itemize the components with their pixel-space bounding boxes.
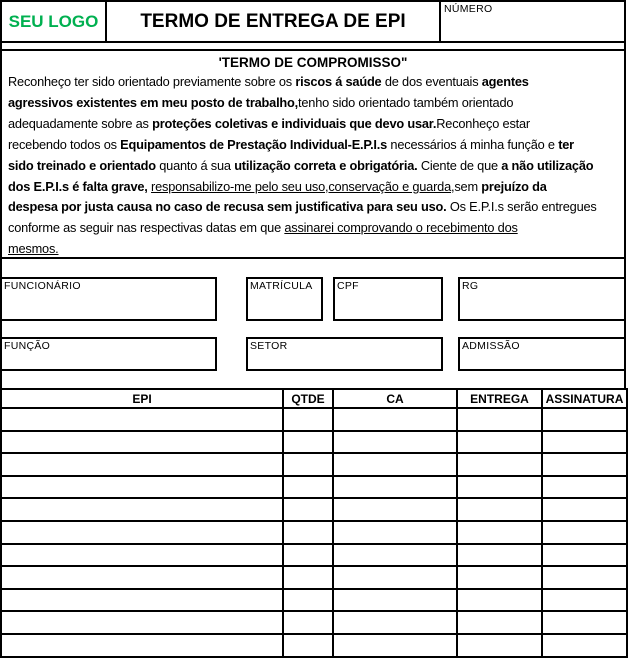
epi-table-cell[interactable]	[333, 544, 457, 567]
compromisso-paragraph	[8, 72, 618, 259]
epi-table-cell[interactable]	[542, 611, 627, 634]
epi-table-cell[interactable]	[283, 498, 333, 521]
epi-table-cell[interactable]	[283, 589, 333, 612]
form-header	[0, 0, 626, 43]
epi-table-cell[interactable]	[542, 544, 627, 567]
assinatura-column-header: ASSINATURA	[542, 389, 627, 408]
epi-table-row	[1, 634, 627, 657]
epi-table-cell[interactable]	[1, 476, 283, 499]
epi-table-cell[interactable]	[333, 611, 457, 634]
setor-label: SETOR	[250, 340, 288, 352]
company-logo-placeholder: SEU LOGO	[8, 11, 99, 31]
epi-table-cell[interactable]	[542, 476, 627, 499]
compromisso-line: sido treinado e orientado quanto á sua utilização correta e obrigatória. Ciente de que a não utilização	[8, 157, 594, 173]
funcionario-label: FUNCIONÁRIO	[4, 280, 81, 292]
epi-table-cell[interactable]	[457, 408, 542, 431]
cpf-field[interactable]	[333, 277, 443, 321]
epi-table-cell[interactable]	[457, 589, 542, 612]
admissao-label: ADMISSÃO	[462, 340, 520, 352]
entrega-column-header: ENTREGA	[457, 389, 542, 408]
epi-table-cell[interactable]	[542, 566, 627, 589]
epi-table-cell[interactable]	[542, 408, 627, 431]
epi-table-cell[interactable]	[283, 634, 333, 657]
compromisso-line: mesmos.	[8, 241, 59, 257]
epi-table-cell[interactable]	[1, 408, 283, 431]
epi-table-cell[interactable]	[333, 634, 457, 657]
epi-table-row	[1, 521, 627, 544]
epi-table-row	[1, 498, 627, 521]
epi-table-row	[1, 476, 627, 499]
epi-table-cell[interactable]	[457, 431, 542, 454]
epi-table-cell[interactable]	[457, 521, 542, 544]
epi-table	[0, 388, 628, 658]
epi-table-cell[interactable]	[542, 453, 627, 476]
matricula-field[interactable]	[246, 277, 323, 321]
rg-label: RG	[462, 280, 479, 292]
funcao-label: FUNÇÃO	[4, 340, 51, 352]
compromisso-line: despesa por justa causa no caso de recusa sem justificativa para seu uso. Os E.P.I.s serão entregues	[8, 199, 597, 215]
admissao-field[interactable]	[458, 337, 626, 371]
qtde-column-header: QTDE	[283, 389, 333, 408]
epi-table-cell[interactable]	[333, 476, 457, 499]
epi-table-cell[interactable]	[542, 521, 627, 544]
epi-table-cell[interactable]	[542, 431, 627, 454]
epi-table-row	[1, 611, 627, 634]
compromisso-line: adequadamente sobre as proteções coletivas e individuais que devo usar.Reconheço estar	[8, 115, 530, 131]
epi-table-cell[interactable]	[457, 453, 542, 476]
epi-table-row	[1, 431, 627, 454]
epi-table-cell[interactable]	[1, 431, 283, 454]
page-title: TERMO DE ENTREGA DE EPI	[140, 10, 406, 32]
epi-table-row	[1, 408, 627, 431]
epi-table-cell[interactable]	[283, 544, 333, 567]
epi-table-cell[interactable]	[283, 566, 333, 589]
epi-table-body	[1, 408, 627, 658]
epi-table-cell[interactable]	[333, 589, 457, 612]
epi-table-cell[interactable]	[333, 453, 457, 476]
epi-table-cell[interactable]	[283, 521, 333, 544]
title-cell	[107, 2, 441, 41]
epi-table-cell[interactable]	[457, 634, 542, 657]
matricula-label: MATRÍCULA	[250, 280, 313, 292]
epi-table-cell[interactable]	[457, 566, 542, 589]
epi-table-cell[interactable]	[283, 611, 333, 634]
logo-cell	[2, 2, 107, 41]
epi-table-cell[interactable]	[1, 544, 283, 567]
setor-field[interactable]	[246, 337, 443, 371]
compromisso-line: dos E.P.I.s é falta grave, responsabilizo-me pelo seu uso,conservação e guarda,sem prejuízo da	[8, 178, 547, 194]
epi-table-cell[interactable]	[1, 634, 283, 657]
epi-table-cell[interactable]	[333, 498, 457, 521]
epi-table-cell[interactable]	[283, 431, 333, 454]
epi-table-cell[interactable]	[1, 566, 283, 589]
epi-table-cell[interactable]	[1, 589, 283, 612]
epi-table-row	[1, 589, 627, 612]
epi-table-row	[1, 453, 627, 476]
compromisso-box	[0, 49, 626, 259]
epi-table-cell[interactable]	[542, 589, 627, 612]
numero-field[interactable]	[441, 2, 624, 41]
epi-column-header: EPI	[1, 389, 283, 408]
epi-table-cell[interactable]	[542, 634, 627, 657]
epi-table-cell[interactable]	[457, 611, 542, 634]
epi-table-cell[interactable]	[1, 453, 283, 476]
epi-table-cell[interactable]	[1, 521, 283, 544]
epi-table-cell[interactable]	[457, 544, 542, 567]
compromisso-line: agressivos existentes em meu posto de trabalho,tenho sido orientado também orientado	[8, 94, 514, 110]
epi-table-cell[interactable]	[283, 476, 333, 499]
compromisso-line: Reconheço ter sido orientado previamente sobre os riscos á saúde de dos eventuais agentes	[8, 74, 529, 89]
epi-table-cell[interactable]	[283, 453, 333, 476]
cpf-label: CPF	[337, 280, 359, 292]
epi-table-header-row	[1, 389, 627, 408]
epi-table-cell[interactable]	[457, 498, 542, 521]
epi-table-row	[1, 566, 627, 589]
epi-table-cell[interactable]	[283, 408, 333, 431]
epi-table-cell[interactable]	[1, 498, 283, 521]
epi-table-cell[interactable]	[542, 498, 627, 521]
epi-table-cell[interactable]	[333, 566, 457, 589]
compromisso-title: 'TERMO DE COMPROMISSO"	[218, 55, 408, 70]
epi-table-cell[interactable]	[1, 611, 283, 634]
compromisso-line: recebendo todos os Equipamentos de Prestação Individual-E.P.I.s necessários á minha função e ter	[8, 136, 574, 152]
numero-label: NÚMERO	[444, 3, 493, 15]
epi-table-cell[interactable]	[333, 408, 457, 431]
epi-table-cell[interactable]	[457, 476, 542, 499]
epi-table-cell[interactable]	[333, 521, 457, 544]
funcionario-field[interactable]	[0, 277, 217, 321]
ca-column-header: CA	[333, 389, 457, 408]
epi-table-cell[interactable]	[333, 431, 457, 454]
compromisso-line: conforme as seguir nas respectivas datas em que assinarei comprovando o recebimento dos	[8, 220, 518, 236]
funcao-field[interactable]	[0, 337, 217, 371]
epi-table-row	[1, 544, 627, 567]
rg-field[interactable]	[458, 277, 626, 321]
